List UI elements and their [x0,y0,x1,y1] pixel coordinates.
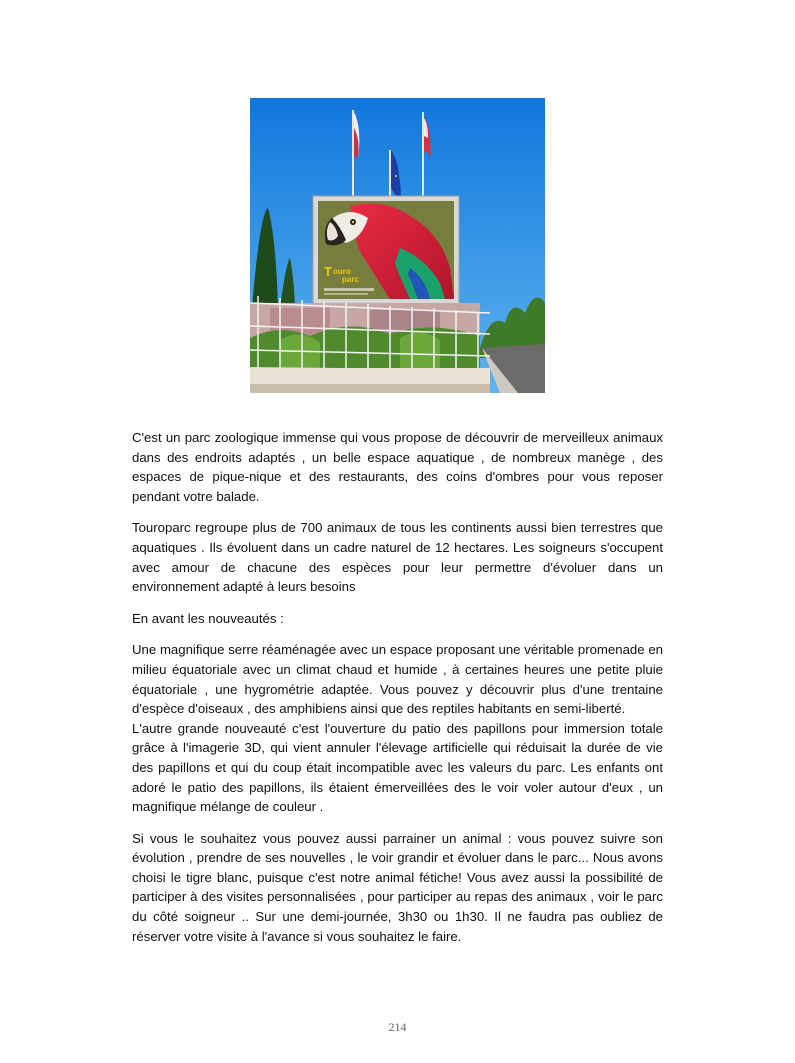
article-body [132,428,663,958]
paragraph-intro: C'est un parc zoologique immense qui vous propose de découvrir de merveilleux animaux dans des endroits adaptés , un belle espace aquatique , de nombreux manège , des espaces de pique-nique et des restaurants, des coins d'ombres pour vous reposer pendant votre balade. [132,430,663,504]
paragraph-butterflies: L'autre grande nouveauté c'est l'ouverture du patio des papillons pour immersion totale grâce à l'imagerie 3D, qui vient annuler l'élevage artificielle qui réduisait la durée de vie des papillons et qui du coup était incompatible avec les valeurs du parc. Les enfants ont adoré le patio des papillons, ils étaient émerveillées des le voir voler autour d'eux , un magnifique mélange de couleur . [132,720,663,815]
svg-text:T: T [324,264,332,279]
paragraph-greenhouse: Une magnifique serre réaménagée avec un espace proposant une véritable promenade en milieu équatoriale avec un climat chaud et humide , à certaines heures une petite pluie équatoriale , une hygrométrie adaptée. Vous pouvez y découvrir plus d'une trentaine d'espèce d'oiseaux , des amphibiens ainsi que des reptiles habitants en semi-liberté. [132,642,663,717]
page-number: 214 [388,1020,407,1034]
svg-text:parc: parc [342,275,359,284]
svg-text:ouro: ouro [333,267,351,276]
paragraph-sponsorship: Si vous le souhaitez vous pouvez aussi parrainer un animal : vous pouvez suivre son évolution , prendre de ses nouvelles , le voir grandir et évoluer dans le parc... Nous avons choisi le tigre blanc, puisque c'est notre animal fétiche! Vous avez aussi la possibilité de participer à des visites personnalisées , pour participer au repas des animaux , voir le parc du côté soigneur .. Sur une demi-journée, 3h30 ou 1h30. Il ne faudra pas oubliez de réserver votre visite à l'avance si vous souhaitez le faire. [132,830,663,944]
paragraph-new-features-heading: En avant les nouveautés : [132,610,284,626]
touroparc-entrance-photo [250,98,545,393]
paragraph-animals: Touroparc regroupe plus de 700 animaux de tous les continents aussi bien terrestres que aquatiques . Ils évoluent dans un cadre naturel de 12 hectares. Les soigneurs s'occupent avec amour de chacune des espèces pour leur permettre d'évoluer dans un environnement adapté à leurs besoins [132,520,663,595]
